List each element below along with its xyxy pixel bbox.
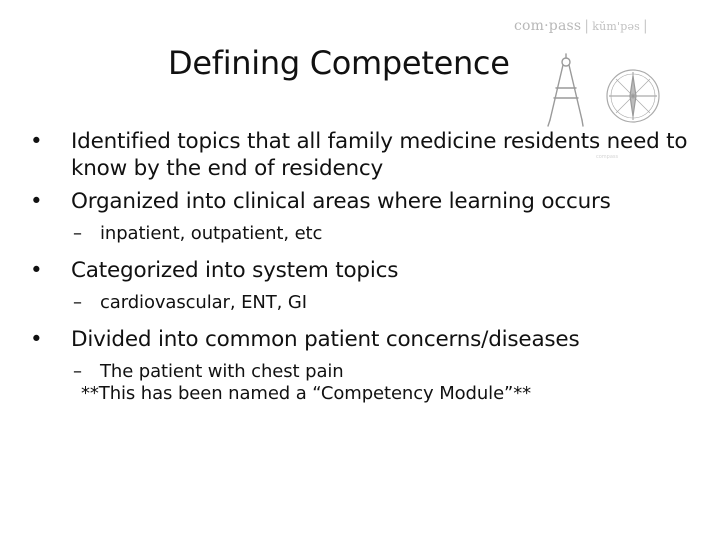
bullet-text: Organized into clinical areas where learning occurs xyxy=(71,189,611,214)
logo-separator: | xyxy=(584,18,590,34)
dash-icon: – xyxy=(73,292,82,313)
bullet-icon: • xyxy=(30,129,43,154)
bullet-item xyxy=(30,128,690,182)
logo-word: com·pass xyxy=(514,18,582,34)
bullet-list xyxy=(30,128,690,405)
dash-icon: – xyxy=(73,361,82,382)
logo-pronunciation: kŭm'pəs xyxy=(592,20,641,33)
bullet-icon: • xyxy=(30,258,43,283)
sub-bullet-text: cardiovascular, ENT, GI xyxy=(100,292,307,313)
logo-separator-end: | xyxy=(643,18,648,34)
bullet-item xyxy=(30,326,690,353)
dash-icon: – xyxy=(73,223,82,244)
logo-wordmark xyxy=(514,18,651,34)
bullet-item xyxy=(30,257,690,284)
bullet-icon: • xyxy=(30,189,43,214)
logo-caption: compass xyxy=(596,154,619,160)
bullet-text: Identified topics that all family medicine residents need to know by the end of residency xyxy=(71,129,688,181)
bullet-item xyxy=(30,188,690,215)
sub-bullet-text: The patient with chest pain xyxy=(100,361,344,382)
sub-bullet-item xyxy=(30,223,690,245)
bullet-icon: • xyxy=(30,327,43,352)
compass-dial-icon xyxy=(603,66,663,126)
sub-bullet-text: inpatient, outpatient, etc xyxy=(100,223,323,244)
slide-title: Defining Competence xyxy=(168,44,510,82)
bullet-text: Divided into common patient concerns/diseases xyxy=(71,327,580,352)
competency-module-note: **This has been named a “Competency Module”** xyxy=(81,383,532,404)
sub-bullet-item xyxy=(30,361,690,383)
drafting-compass-icon xyxy=(536,50,596,130)
sub-bullet-item xyxy=(30,292,690,314)
bullet-text: Categorized into system topics xyxy=(71,258,399,283)
